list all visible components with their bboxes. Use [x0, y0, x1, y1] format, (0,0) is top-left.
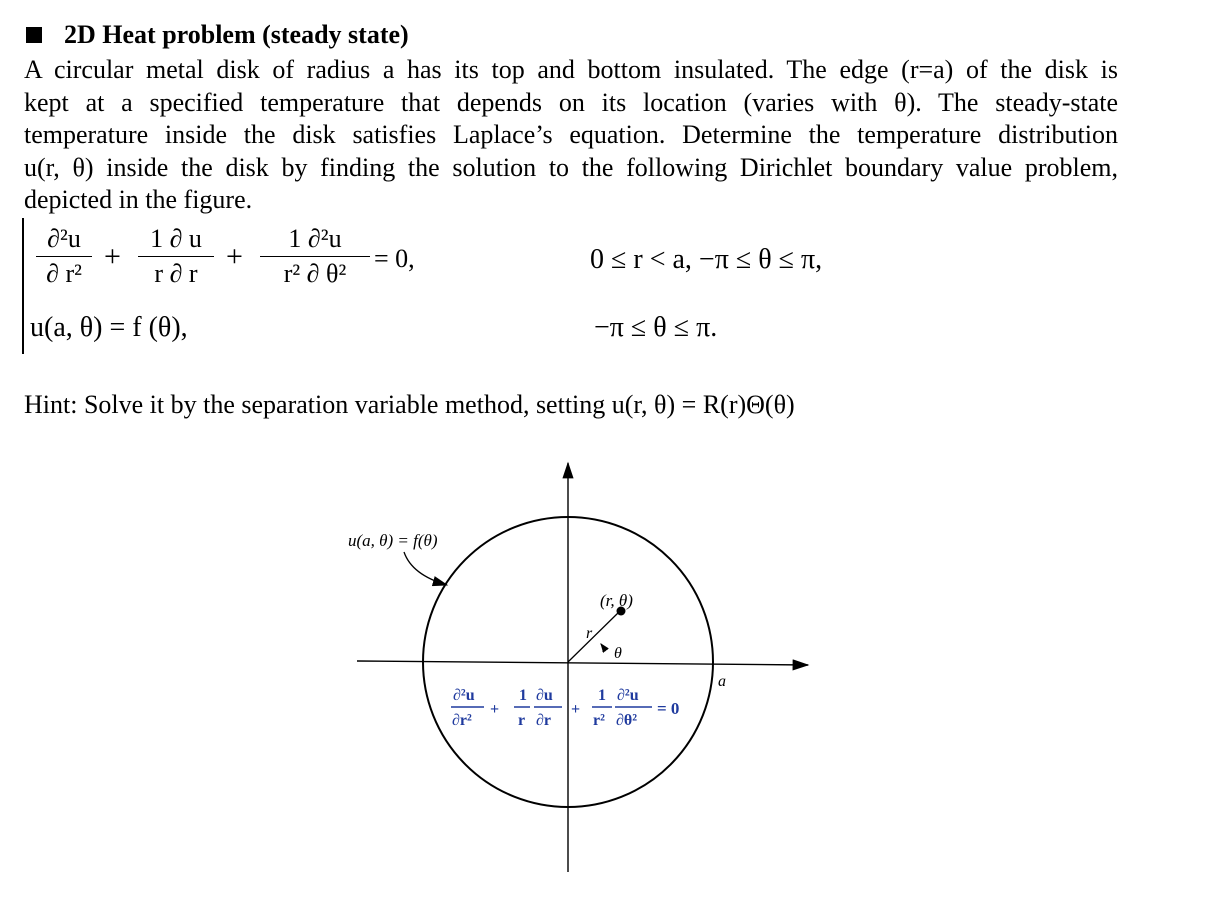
- radius-line: [568, 611, 620, 662]
- svg-text:1: 1: [598, 687, 606, 704]
- svg-text:+: +: [571, 701, 581, 718]
- paragraph-line-3: temperature inside the disk satisfies Laplace’s equation. Determine the temperature distribution: [24, 120, 1118, 150]
- svg-text:∂r²: ∂r²: [452, 712, 472, 729]
- svg-text:+: +: [490, 701, 500, 718]
- paragraph-line-4: u(r, θ) inside the disk by finding the solution to the following Dirichlet boundary value problem,: [24, 152, 1118, 182]
- boundary-pointer-arrow: [404, 552, 447, 585]
- eq2-boundary: u(a, θ) = f (θ),: [30, 312, 188, 343]
- paragraph-line-2: kept at a specified temperature that depends on its location (varies with θ). The steady-state: [24, 87, 1118, 117]
- eq-rhs-zero: = 0,: [374, 244, 415, 273]
- svg-text:∂u: ∂u: [536, 687, 553, 704]
- boundary-condition-label: u(a, θ) = f(θ): [348, 531, 438, 550]
- x-axis: [357, 661, 808, 665]
- svg-text:∂θ²: ∂θ²: [616, 712, 638, 729]
- paragraph-line-1: A circular metal disk of radius a has its top and bottom insulated. The edge (r=a) of the disk is: [24, 55, 1118, 84]
- radius-label: r: [586, 625, 593, 642]
- eq-term-d2u-dtheta2: $\frac{\text{1 ∂²u}}{\text{r² ∂ θ²}}$: [260, 224, 370, 289]
- svg-text:1: 1: [519, 687, 527, 704]
- eq1-condition: 0 ≤ r < a, −π ≤ θ ≤ π,: [590, 244, 823, 275]
- theta-label: θ: [614, 645, 622, 662]
- eq-term-du-dr: $\frac{1 \partial u}{r \partial r}$: [138, 224, 214, 289]
- inner-laplace-equation: [451, 687, 679, 729]
- heading-text: 2D Heat problem (steady state): [64, 20, 409, 49]
- hint-text: Hint: Solve it by the separation variable method, setting u(r, θ) = R(r)Θ(θ): [24, 390, 795, 419]
- eq-plus-1: +: [104, 240, 121, 273]
- svg-text:∂²u: ∂²u: [453, 687, 475, 704]
- eq2-condition: −π ≤ θ ≤ π.: [594, 312, 718, 343]
- svg-text:r²: r²: [593, 712, 605, 729]
- radius-a-label: a: [718, 673, 726, 690]
- svg-text:∂²u: ∂²u: [617, 687, 639, 704]
- svg-text:∂r: ∂r: [536, 712, 552, 729]
- svg-text:= 0: = 0: [657, 699, 680, 718]
- svg-text:r: r: [518, 712, 526, 729]
- eq-plus-2: +: [226, 240, 243, 273]
- paragraph-line-5: depicted in the figure.: [24, 185, 253, 215]
- point-label: (r, θ): [600, 591, 633, 610]
- eq-term-d2u-dr2: $\frac{\text{∂²u}}{\text{∂ r²}}$: [36, 224, 92, 289]
- theta-arc-arrow: [601, 644, 603, 652]
